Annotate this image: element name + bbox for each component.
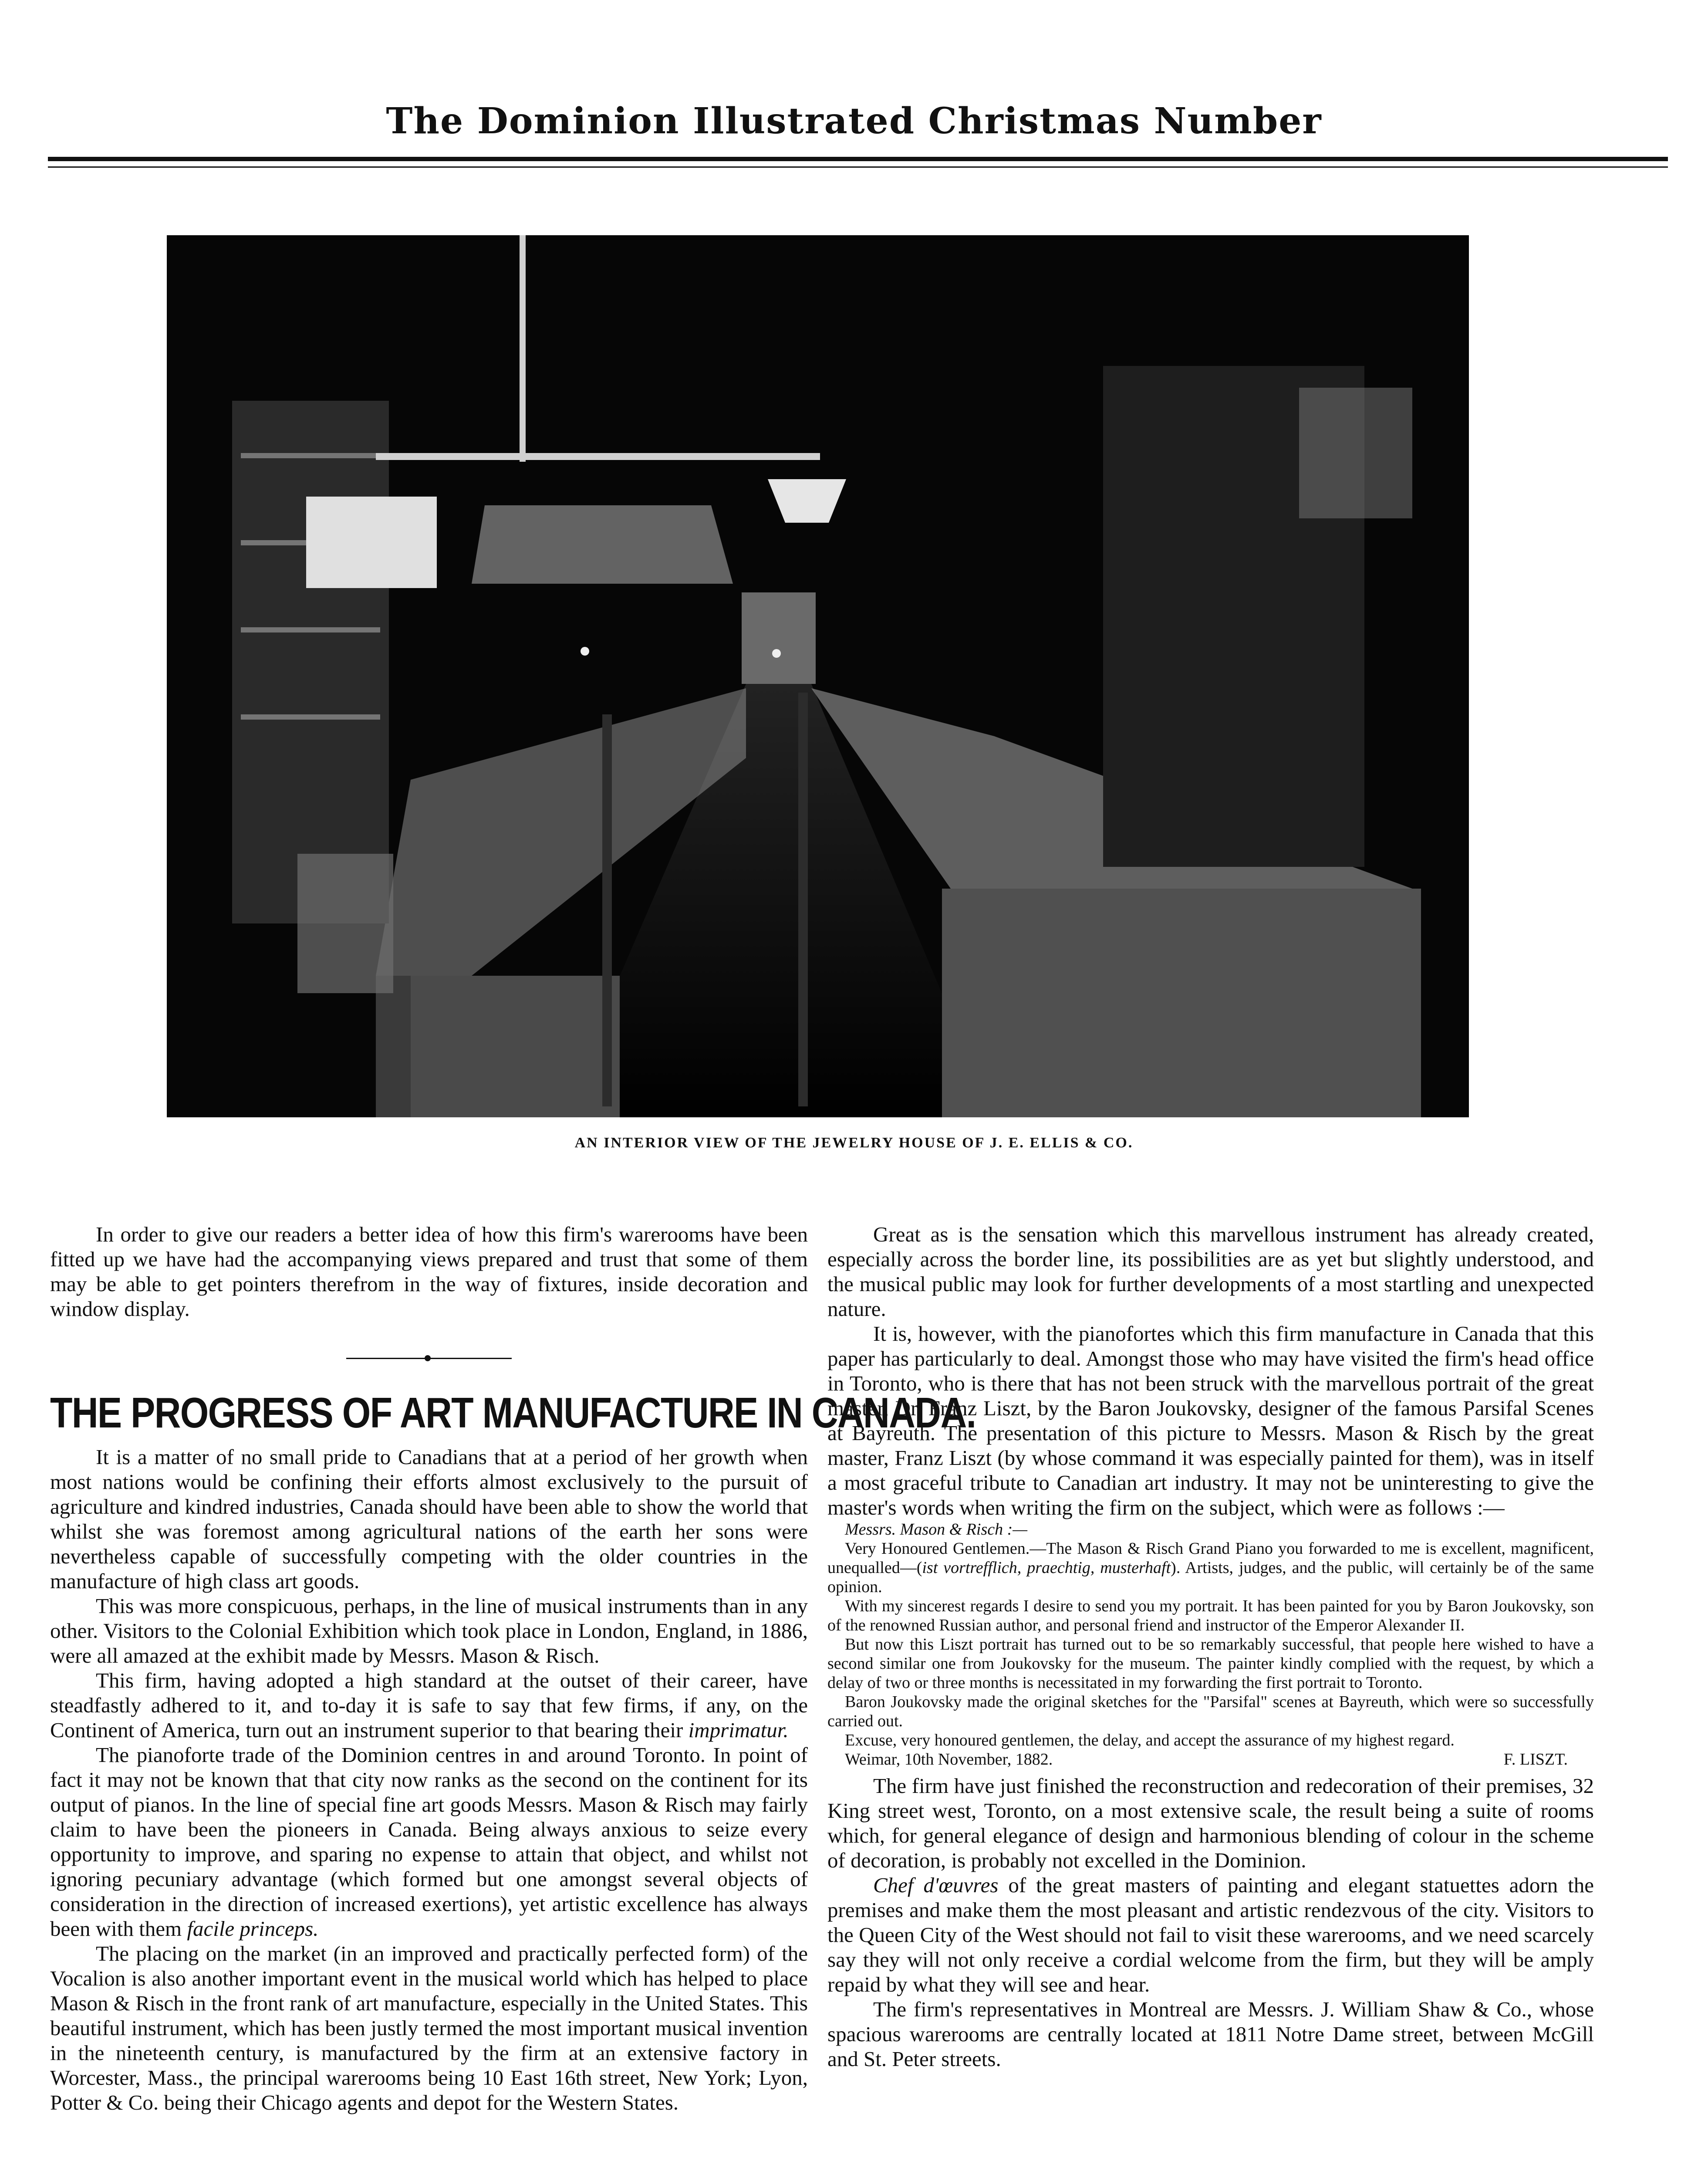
letter-dateline: Weimar, 10th November, 1882. (845, 1750, 1053, 1769)
header-rule-thin (48, 166, 1668, 168)
letter-paragraph: Baron Joukovsky made the original sketches for the "Parsifal" scenes at Bayreuth, which were so successfully carried out. (827, 1693, 1594, 1730)
liszt-letter (827, 1520, 1594, 1769)
italic-phrase: ist vortrefflich, praechtig, musterhaft (922, 1559, 1171, 1577)
paragraph (50, 1742, 808, 1941)
photo-illustration (167, 235, 1469, 1117)
section-divider (346, 1354, 512, 1363)
masthead: The Dominion Illustrated Christmas Number (386, 100, 1322, 142)
intro-paragraph: In order to give our readers a better idea of how this firm's warerooms have been fitted up we have had the accompanying views prepared and trust that some of them may be able to get pointers therefrom in the way of fixtures, inside decoration and window display. (50, 1222, 808, 1321)
paragraph: The placing on the market (in an improved and practically perfected form) of the Vocalion is also another important event in the musical world which has helped to place Mason & Risch in the front rank of art manufacture, especially in the United States. This beautiful instrument, which has been justly termed the most important musical invention in the nineteenth century, is manufactured by the firm at an extensive factory in Worcester, Mass., the principal warerooms being 10 East 16th street, New York; Lyon, Potter & Co. being their Chicago agents and depot for the Western States. (50, 1941, 808, 2114)
interior-photo (167, 235, 1469, 1117)
paragraph (827, 1873, 1594, 1997)
letter-paragraph: But now this Liszt portrait has turned out to be so remarkably successful, that people here wished to have a second similar one from Joukovsky for the museum. The painter kindly complied with the request, by which a delay of two or three months is necessitated in my forwarding the first portrait to Toronto. (827, 1635, 1594, 1692)
italic-phrase: Chef d'œuvres (873, 1873, 999, 1897)
header-rule (48, 157, 1668, 161)
text-run: This firm, having adopted a high standard at the outset of their career, have steadfastly adhered to it, and to-day it is safe to say that few firms, if any, on the Continent of America, turn out an instrument superior to that bearing their (50, 1668, 808, 1742)
paragraph (50, 1668, 808, 1742)
paragraph: Great as is the sensation which this marvellous instrument has already created, especially across the border line, its possibilities are as yet but slightly understood, and the musical public may look for further developments of a most startling and unexpected nature. (827, 1222, 1594, 1321)
figure-caption: AN INTERIOR VIEW OF THE JEWELRY HOUSE OF J. E. ELLIS & CO. (574, 1135, 1134, 1151)
section-title: THE PROGRESS OF ART MANUFACTURE IN CANADA. (50, 1389, 976, 1437)
letter-paragraph: With my sincerest regards I desire to send you my portrait. It has been painted for you by Baron Joukovsky, son of the renowned Russian author, and personal friend and instructor of the Emperor Alexander II. (827, 1597, 1594, 1634)
paragraph: It is a matter of no small pride to Canadians that at a period of her growth when most nations would be confining their efforts almost exclusively to the pursuit of agriculture and kindred industries, Canada should have been able to show the world that whilst she was foremost among agricultural nations of the earth her sons were nevertheless capable of successfully competing with the older countries in the manufacture of high class art goods. (50, 1445, 808, 1593)
text-run: of the great masters of painting and elegant statuettes adorn the premises and make them the most pleasant and artistic rendezvous of the city. Visitors to the Queen City of the West should not fail to visit these warerooms, and we need scarcely say they will not only receive a cordial welcome from the firm, but they will be amply repaid by what they will see and hear. (827, 1873, 1594, 1996)
right-column (827, 1222, 1594, 2071)
letter-closing (827, 1750, 1594, 1769)
text-run: ). Artists, judges, and the public, will certainly be of the same opinion. (827, 1559, 1594, 1596)
letter-paragraph: Excuse, very honoured gentlemen, the delay, and accept the assurance of my highest regard. (845, 1731, 1455, 1749)
paragraph: It is, however, with the pianofortes which this firm manufacture in Canada that this paper has particularly to deal. Amongst those who may have visited the firm's head office in Toronto, who is there that has not been struck with the marvellous portrait of the great master, Dr. Franz Liszt, by the Baron Joukovsky, designer of the famous Parsifal Scenes at Bayreuth. The presentation of this picture to Messrs. Mason & Risch by the great master, Franz Liszt (by whose command it was especially painted for them), was in itself a most graceful tribute to Canadian art industry. It may not be uninteresting to give the master's words when writing the firm on the subject, which were as follows :— (827, 1322, 1594, 1519)
paragraph: The firm have just finished the reconstruction and redecoration of their premises, 32 King street west, Toronto, on a most extensive scale, the result being a suite of rooms which, for general elegance of design and harmonious blending of colour in the scheme of decoration, is probably not excelled in the Dominion. (827, 1774, 1594, 1872)
paragraph: This was more conspicuous, perhaps, in the line of musical instruments than in any other. Visitors to the Colonial Exhibition which took place in London, England, in 1886, were all amazed at the exhibit made by Messrs. Mason & Risch. (50, 1594, 808, 1667)
letter-paragraph (827, 1539, 1594, 1596)
paragraph: The firm's representatives in Montreal are Messrs. J. William Shaw & Co., whose spacious warerooms are centrally located at 1811 Notre Dame street, between McGill and St. Peter streets. (827, 1997, 1594, 2071)
letter-salutation: Messrs. Mason & Risch :— (845, 1520, 1028, 1539)
italic-phrase: facile princeps. (187, 1917, 319, 1941)
text-run: Very Honoured Gentlemen.—The Mason & Risch Grand Piano you forwarded to me is excellent, magnificent, unequalled—( (827, 1539, 1594, 1577)
letter-signature: F. LISZT. (1503, 1750, 1568, 1769)
italic-phrase: imprimatur. (688, 1718, 789, 1742)
divider-ornament (425, 1355, 431, 1361)
text-run: The pianoforte trade of the Dominion centres in and around Toronto. In point of fact it may not be known that that city now ranks as the second on the continent for its output of pianos. In the line of special fine art goods Messrs. Mason & Risch may fairly claim to have been the pioneers in Canada. Being always anxious to seize every opportunity to improve, and sparing no expense to attain that object, and whilst not ignoring pecuniary advantage (which formed but one amongst several objects of consideration in the direction of increased exertions), yet artistic excellence has always been with them (50, 1743, 808, 1941)
